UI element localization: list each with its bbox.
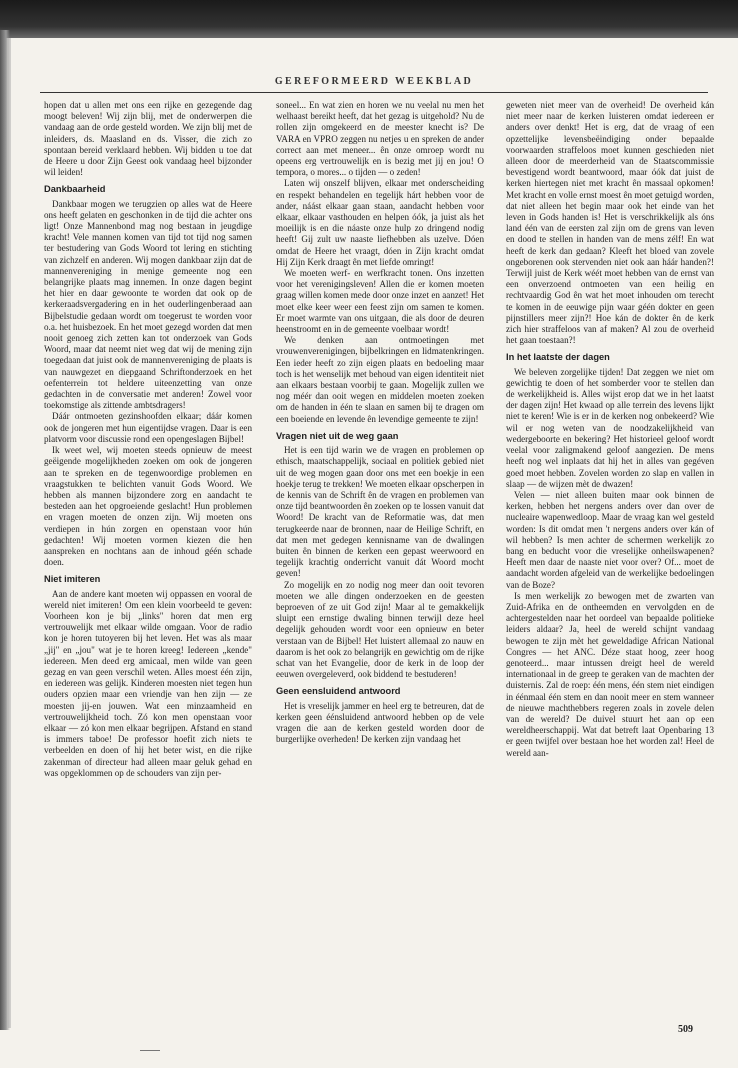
column-2 [276, 100, 484, 1020]
scan-left-shadow [8, 38, 11, 1028]
paragraph: We beleven zorgelijke tijden! Dat zeggen we niet om gewichtig te doen of het somberder voor te stellen dan de werkelijkheid is. Alles wijst erop dat we in het laatst der dagen zijn! Het kwaad op alle terrein des levens lijkt niet te keren! Wie is er in de kerken nog onbekeerd? Wie wil er nog weten van de noodzakelijkheid van wedergeboorte en bekering? Het historieel geloof wordt veelal voor zaligmakend geloof aangezien. De mens heeft nog wel inplaats dat hij het in alles van gegéven goed moet hebben. Zovelen worden zo slap en vallen in slaap — de wijzen mèt de dwazen! [506, 366, 714, 489]
paragraph: Is men werkelijk zo bewogen met de zwarten van Zuid-Afrika en de ontheemden en vervolgden en de achtergestelden naar het oordeel van bepaalde politieke leiders aldaar? Ja, heel de wereld schijnt vandaag bewogen te zijn mèt het geweldadige African National Congres — het ANC. Déze staat hoog, zeer hoog genoteerd... maar intussen dreigt heel de wereld internationaal in de greep te geraken van de machten der duisternis. Zal de roep: één mens, één stem niet eindigen in éénmaal één stem en dan nooit meer en stem wanneer de nieuwe machthebbers regeren zoals in zovele delen van de wereld? De duivel stuurt het aan op een wereldheerschappij. Wat dat betreft laat Openbaring 13 er geen twijfel over bestaan hoe het worden zal! Heel de wereld aan- [506, 590, 714, 758]
paragraph: Dáár ontmoeten gezinshoofden elkaar; dáár komen ook de jongeren met hun eigentijdse vragen. Daar is een platvorm voor discussie rond een opengeslagen Bijbel! [44, 411, 252, 444]
paragraph: We denken aan ontmoetingen met vrouwenverenigingen, bijbelkringen en lidmatenkringen. Een ieder heeft zo zijn eigen plaats en bedoeling maar toch is het wenselijk met behoud van eigen identiteit niet aan elkaars bestaan voorbij te gaan. Mogelijk zullen we nog méér dan ooit wegen en middelen moeten zoeken om de handen in één te slaan en samen bij te dragen om een boeiende en levende ên levendige gemeente te zijn! [276, 335, 484, 424]
section-heading: Vragen niet uit de weg gaan [276, 430, 399, 441]
column-3 [506, 100, 714, 1020]
paragraph: Ik weet wel, wij moeten steeds opnieuw de meest geëigende mogelijkheden zoeken om ook de jongeren aan te spreken en de tegenwoordige problemen en vraagstukken te belichten vanuit Gods Woord. We hebben als mannen bijzondere zorg en aandacht te besteden aan het opgroeiende geslacht! Hun problemen en vragen moeten de onzen zijn. Wij moeten ons verdiepen in hún zorgen en openstaan voor hún gedachten! Wij moeten vormen kiezen die hen aanspreken en nochtans aan de inhoud géén schade doen. [44, 445, 252, 568]
paragraph: Aan de andere kant moeten wij oppassen en vooral de wereld niet imiteren! Om een klein voorbeeld te geven: Voorheen kon je bij „links" horen dat men erg vertrouwelijk met elkaar wilde omgaan. Voor de radio kon je horen tutoyeren bij het leven. Het was als maar „jij" en „jou" wat je te horen kreeg! Iedereen „kende" iedereen. Men deed erg amicaal, men wilde van geen gezag en van geen verschil weten. Alles moest één zijn, en iedereen was gelijk. Kinderen moesten niet tegen hun ouders opzien maar een vriendje van hen zijn — ze moesten jij-en jouwen. Wat een minzaamheid en vertrouwelijkheid toch. Zó kon men openstaan voor elkaar — zó kon men elkaar begrijpen. Afstand en stand is immers taboe! De professor hoefit zich niets te verbeelden en doen of hij het beter wist, en die rijke zakenman of directeur had alleen maar geluk gehad en was opgeklommen op de schouders van zijn per- [44, 588, 252, 778]
page-number: 509 [678, 1024, 693, 1035]
paragraph: geweten niet meer van de overheid! De overheid kán niet meer naar de kerken luisteren omdat iedereen er anders over denkt! Het is erg, dat de vraag of een opzettelijke levensbeëindiging onder bepaalde voorwaarden straffeloos moet kunnen geschieden niet alleen door de meerderheid van de Staatscommissie bevestigend wordt beantwoord, maar óók dat juist de kerken hiertegen niet met kracht ên massaal opkomen! Met kracht en volle ernst moest ên moet getuigd worden, dat niet alleen het begin maar ook het einde van het leven in Gods handen is! Het is verschrikkelijk als óns land één van de eersten zal zijn om de grens van leven en dood te stellen in handen van de mens zélf! En wat heeft de kerk dan gedaan? Kleeft het bloed van zovele ongeborenen ook stervenden niet ook aan háár handen?! Terwijl juist de Kerk wéét moet hebben van de ernst van een onverzoend ontmoeten van een heilig en rechtvaardig God ên wat het moet inhouden om terecht te komen in de eeuwige pijn waar géén dokter en geen pijnstillers meer zijn?! Hoe kán de dokter ên de kerk zich hier straffeloos van af maken? Al zou de overheid het gaan toestaan?! [506, 100, 714, 346]
paragraph: Laten wij onszelf blijven, elkaar met onderscheiding en respekt behandelen en tegelijk hárt hebben voor de ander, náást elkaar gaan staan, aandacht hebben voor elkaar, elkaar vasthouden en helpen óók, ja juist als het moeilijk is en die náaste onze hulp zo dringend nodig heeft! Gij zult uw naaste liefhebben als uzelve. Dóen omdat de Heere het vraagt, dóen in Zijn kracht omdat Hij Zijn Kerk draagt ên met liefde omringt! [276, 178, 484, 267]
paragraph: hopen dat u allen met ons een rijke en gezegende dag moogt beleven! Wij zijn blij, met de onderwerpen die vandaag aan de orde gesteld worden. We zijn blij met de inleiders, ds. Maasland en ds. Visser, die zich zo spontaan bereid verklaard hebben. Wij bidden u toe dat de Heere u door Zijn Geest ook vandaag heel bijzonder wil leiden! [44, 100, 252, 178]
paragraph: soneel... En wat zien en horen we nu veelal nu men het welhaast bereikt heeft, dat het gezag is uitgehold? Nu de rollen zijn omgekeerd en de meester knecht is? De VARA en VPRO zeggen nu netjes u en spreken de ander correct aan met meneer... ên onze omroep wordt nu opeens erg vertrouwelijk en is bezig met jij en jou! O tempora, o mores... o tijden — o zeden! [276, 100, 484, 178]
scan-top-border [0, 0, 738, 38]
header-rule [40, 92, 708, 93]
paragraph: Het is een tijd warin we de vragen en problemen op ethisch, maatschappelijk, sociaal en politiek gebied niet uit de weg mogen gaan door ons met een boekje in een hoekje terug te trekken! We moeten elkaar opscherpen in de kennis van de Schrift ên de vragen en problemen van onze tijd beantwoorden ên zoeken op te lossen vanuit dat Woord! De kracht van de Reformatie was, dat men terugkeerde naar de bronnen, naar de Heilige Schrift, en dat men met gedegen kennisname van de dwalingen buiten ên binnen de kerken een gepast weerwoord en tegelijk krachtig onderricht vanuit dát Woord mocht geven! [276, 445, 484, 579]
paragraph: Dankbaar mogen we terugzien op alles wat de Heere ons heeft gelaten en geschonken in de tijd die achter ons ligt! Onze Mannenbond mag nog bestaan in jeugdige kracht! Vele mannen komen van tijd tot tijd nog samen ter bestudering van Gods Woord tot lering en stichting van zichzelf en anderen. Wij mogen dankbaar zijn dat de mannenvereniging in menige gemeente nog een belangrijke plaats mag innemen. In onze dagen begint het hier en daar gewoonte te worden dat ook op de kerkeraadsvergadering en in het ouderlingenberaad aan Bijbelstudie gedaan wordt om toegerust te worden voor o.a. het huisbezoek. En het moet gezegd worden dat men nooit genoeg zich zetten kan tot onderzoek van Gods Woord, maar dat neemt niet weg dat wij de mening zijn toegedaan dat juist ook de mannenvereniging de plaats is van nauwgezet en diepgaand Schriftonderzoek en het oefenterrein tot heldere uiteenzetting van onze gedachten in de conversatie met anderen! Zowel voor toekomstige als zittende ambtsdragers! [44, 198, 252, 411]
paragraph: Het is vreselijk jammer en heel erg te betreuren, dat de kerken geen éénsluidend antwoord hebben op de vele vragen die aan de kerken gesteld worden door de burgerlijke overheden! De kerken zijn vandaag het [276, 700, 484, 745]
section-heading: Niet imiteren [44, 574, 101, 585]
paragraph: Zo mogelijk en zo nodig nog meer dan ooit tevoren moeten we alle dingen onderzoeken en de geesten beproeven of ze uit God zijn! Maar al te gemakkelijk sluipt een ernstige dwaling binnen terwijl deze heel degelijk gehouden wordt voor een opnieuw en beter verstaan van de Bijbel! Het luistert allemaal zo nauw en daarom is het ook zo belangrijk en gewichtig om de rijke schat van het Evangelie, door de kerk in de loop der eeuwen overgeleverd, ook biddend te bestuderen! [276, 579, 484, 680]
section-heading: Geen eensluidend antwoord [276, 686, 401, 697]
paragraph: Velen — niet alleen buiten maar ook binnen de kerken, hebben het nergens anders over dan over de nucleaire wapenwedloop. Maar de vraag kan wel gesteld worden: Is dit omdat men 't nergens anders over kán of wil hebben? Is men achter de schermen werkelijk zo bang en beducht voor die vreselijke onheilswapenen? Heeft men daar de naaste niet voor over? Of... moet de aandacht worden afgeleid van de werkelijke bedoelingen van de Boze? [506, 489, 714, 590]
running-header: GEREFORMEERD WEEKBLAD [274, 76, 474, 87]
paragraph: We moeten werf- en werfkracht tonen. Ons inzetten voor het verenigingsleven! Allen die er komen moeten graag willen komen mede door onze inzet en aanzet! Het moet elke keer weer een feest zijn om samen te komen. Er moet warmte van ons uitgaan, die als door de deuren heenstroomt en in de gemeente voelbaar wordt! [276, 268, 484, 335]
section-heading: Dankbaarheid [44, 184, 106, 195]
scan-bottom-mark [140, 1050, 160, 1051]
column-1 [44, 100, 252, 1020]
section-heading: In het laatste der dagen [506, 352, 610, 363]
